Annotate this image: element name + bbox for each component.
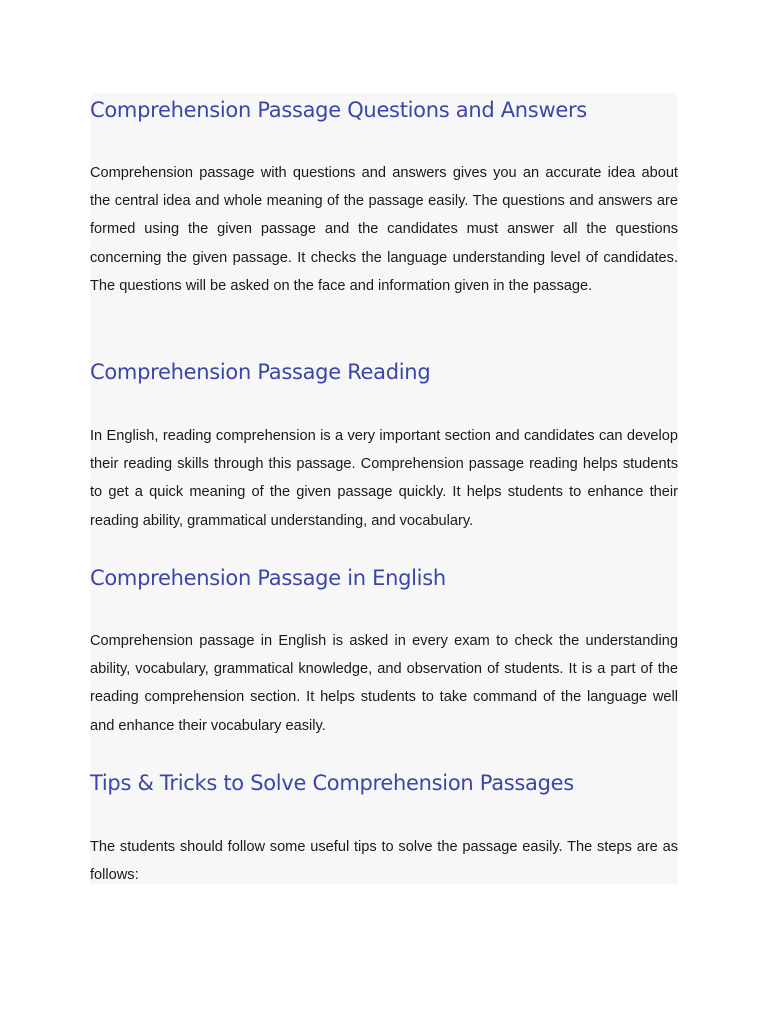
section-paragraph: Comprehension passage with questions and answers gives you an accurate idea about the central idea and whole meaning of the passage easily. The questions and answers are formed using the given passage and the candidates must answer all the questions concerning the given passage. It checks the language understanding level of candidates. The questions will be asked on the face and information given in the passage. bbox=[90, 165, 678, 294]
section-heading: Comprehension Passage in English bbox=[90, 566, 446, 590]
section-paragraph: The students should follow some useful tips to solve the passage easily. The steps are as follows: bbox=[90, 839, 678, 884]
section-paragraph: In English, reading comprehension is a very important section and candidates can develop their reading skills through this passage. Comprehension passage reading helps students to get a quick meaning of the given passage quickly. It helps students to enhance their reading ability, grammatical understanding, and vocabulary. bbox=[90, 428, 678, 529]
section-heading: Tips & Tricks to Solve Comprehension Passages bbox=[90, 771, 574, 795]
section-heading: Comprehension Passage Questions and Answers bbox=[90, 98, 587, 122]
section-heading: Comprehension Passage Reading bbox=[90, 360, 431, 384]
article-content bbox=[90, 93, 678, 884]
section-paragraph: Comprehension passage in English is asked in every exam to check the understanding ability, vocabulary, grammatical knowledge, and observation of students. It is a part of the reading comprehension section. It helps students to take command of the language well and enhance their vocabulary easily. bbox=[90, 633, 678, 734]
